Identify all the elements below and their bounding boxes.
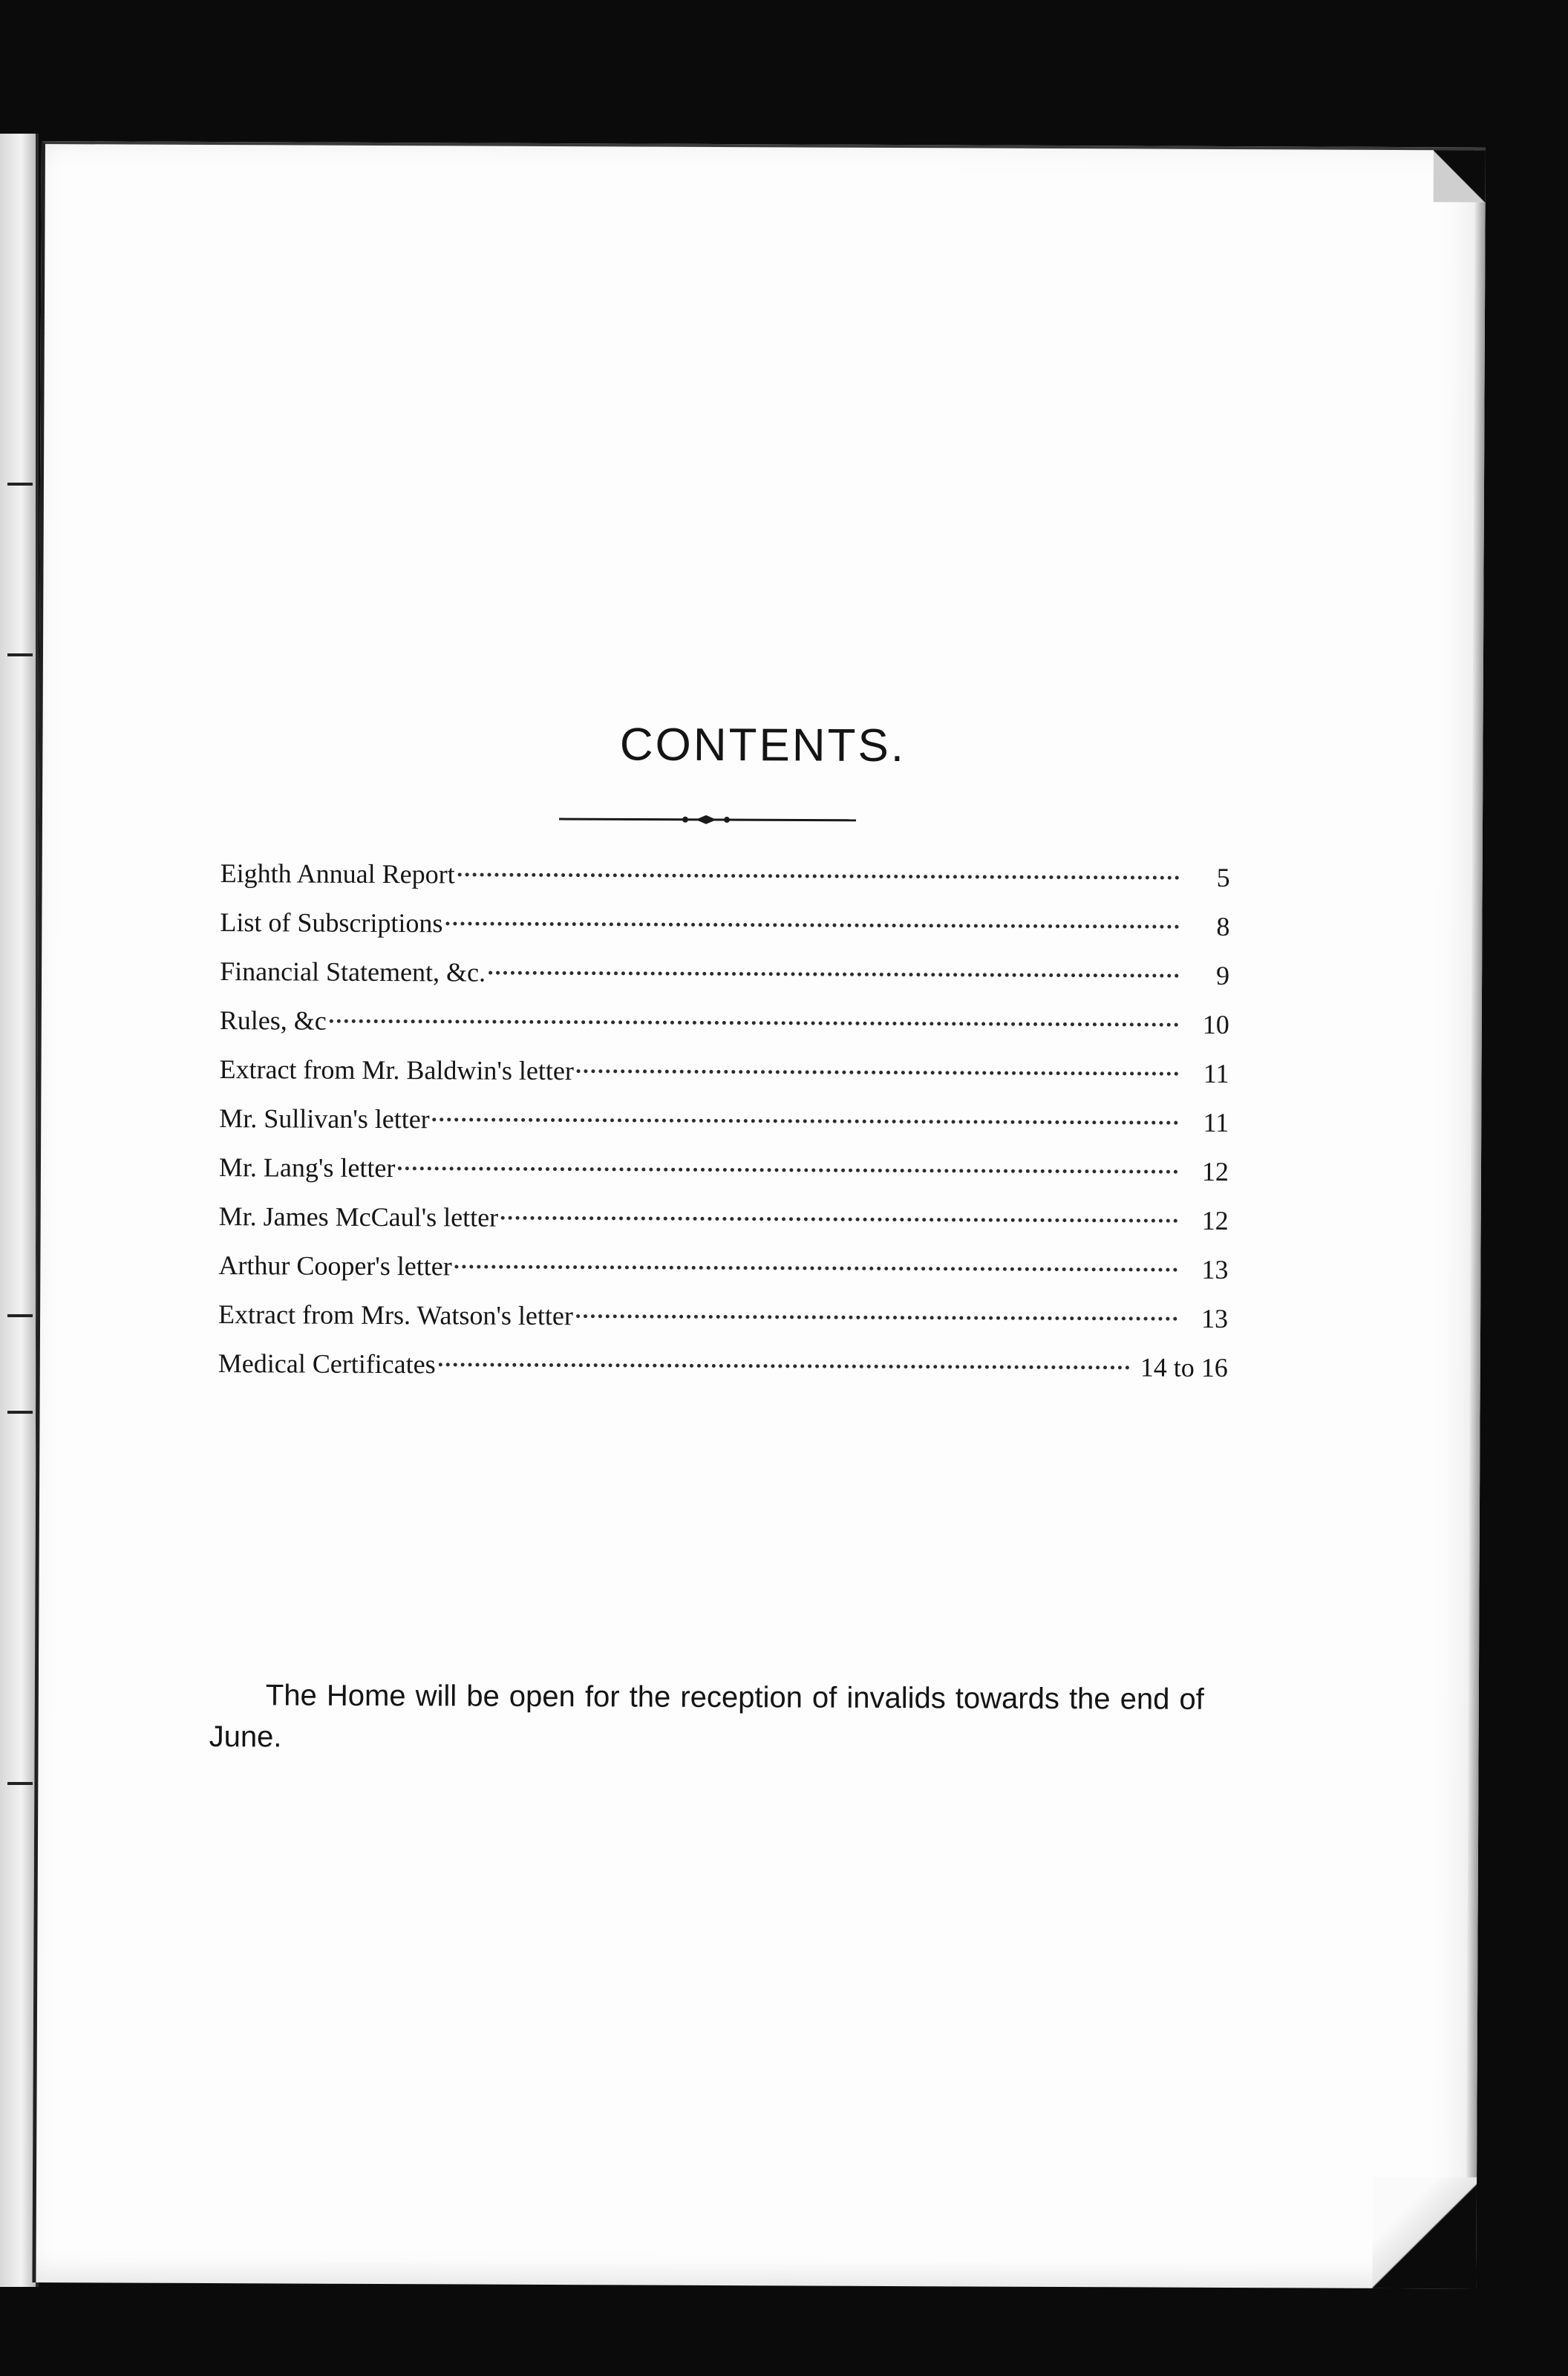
toc-entry-title: Eighth Annual Report	[220, 858, 455, 890]
binding-mark	[7, 1782, 33, 1785]
toc-entry-page: 14 to 16	[1140, 1352, 1228, 1383]
toc-entry	[218, 1299, 1228, 1352]
dot-leader	[439, 1362, 1130, 1369]
toc-entry-title: Arthur Cooper's letter	[218, 1250, 452, 1282]
notice-paragraph: The Home will be open for the reception of invalids towards the end of June.	[209, 1679, 1204, 1754]
toc-entry-page: 12	[1201, 1156, 1229, 1187]
toc-entry-title: Medical Certificates	[218, 1348, 436, 1380]
dot-leader	[576, 1314, 1177, 1321]
toc-entry-title: Financial Statement, &c.	[220, 956, 486, 988]
toc-entry-page: 5	[1216, 862, 1230, 892]
dot-leader	[501, 1216, 1178, 1223]
previous-page-edge	[0, 134, 39, 2287]
toc-entry-title: Mr. Sullivan's letter	[219, 1103, 430, 1135]
toc-entry-page: 13	[1201, 1254, 1229, 1285]
page-title: CONTENTS.	[619, 719, 906, 772]
binding-mark	[7, 653, 33, 656]
toc-entry-title: Extract from Mrs. Watson's letter	[218, 1299, 574, 1331]
toc-entry-page: 11	[1203, 1058, 1229, 1089]
toc-entry-title: List of Subscriptions	[220, 907, 443, 939]
toc-entry-page: 8	[1216, 911, 1230, 941]
toc-entry	[219, 1054, 1229, 1107]
toc-entry	[220, 907, 1229, 960]
toc-entry	[218, 1201, 1228, 1254]
table-of-contents	[218, 858, 1230, 1401]
toc-entry-page: 13	[1201, 1303, 1229, 1334]
dot-leader	[455, 1264, 1178, 1271]
title-rule-ornament	[559, 812, 856, 828]
dot-leader	[458, 872, 1180, 879]
dot-leader	[445, 921, 1179, 928]
toc-entry-title: Extract from Mr. Baldwin's letter	[219, 1054, 575, 1086]
toc-entry-title: Rules, &c	[219, 1005, 327, 1036]
toc-entry	[218, 1250, 1228, 1303]
toc-entry-title: Mr. James McCaul's letter	[218, 1201, 499, 1233]
toc-entry	[220, 956, 1229, 1009]
toc-entry-page: 9	[1216, 960, 1230, 990]
toc-entry-page: 10	[1202, 1009, 1229, 1040]
toc-entry	[218, 1348, 1228, 1401]
dot-leader	[330, 1019, 1179, 1027]
binding-mark	[7, 1411, 33, 1414]
page-edge	[1466, 150, 1486, 2288]
toc-entry	[219, 1152, 1229, 1205]
toc-entry	[220, 1005, 1229, 1058]
toc-entry	[219, 1103, 1229, 1156]
document-page	[32, 141, 1486, 2288]
toc-entry	[220, 858, 1230, 911]
dot-leader	[577, 1069, 1179, 1076]
dot-leader	[398, 1166, 1178, 1174]
dot-leader	[433, 1117, 1179, 1124]
folded-corner	[1372, 2177, 1477, 2289]
binding-mark	[7, 483, 33, 486]
toc-entry-title: Mr. Lang's letter	[218, 1152, 396, 1184]
binding-mark	[7, 1314, 33, 1317]
dot-leader	[489, 971, 1179, 978]
toc-entry-page: 12	[1201, 1205, 1229, 1236]
toc-entry-page: 11	[1203, 1107, 1229, 1138]
torn-corner	[1434, 150, 1486, 202]
